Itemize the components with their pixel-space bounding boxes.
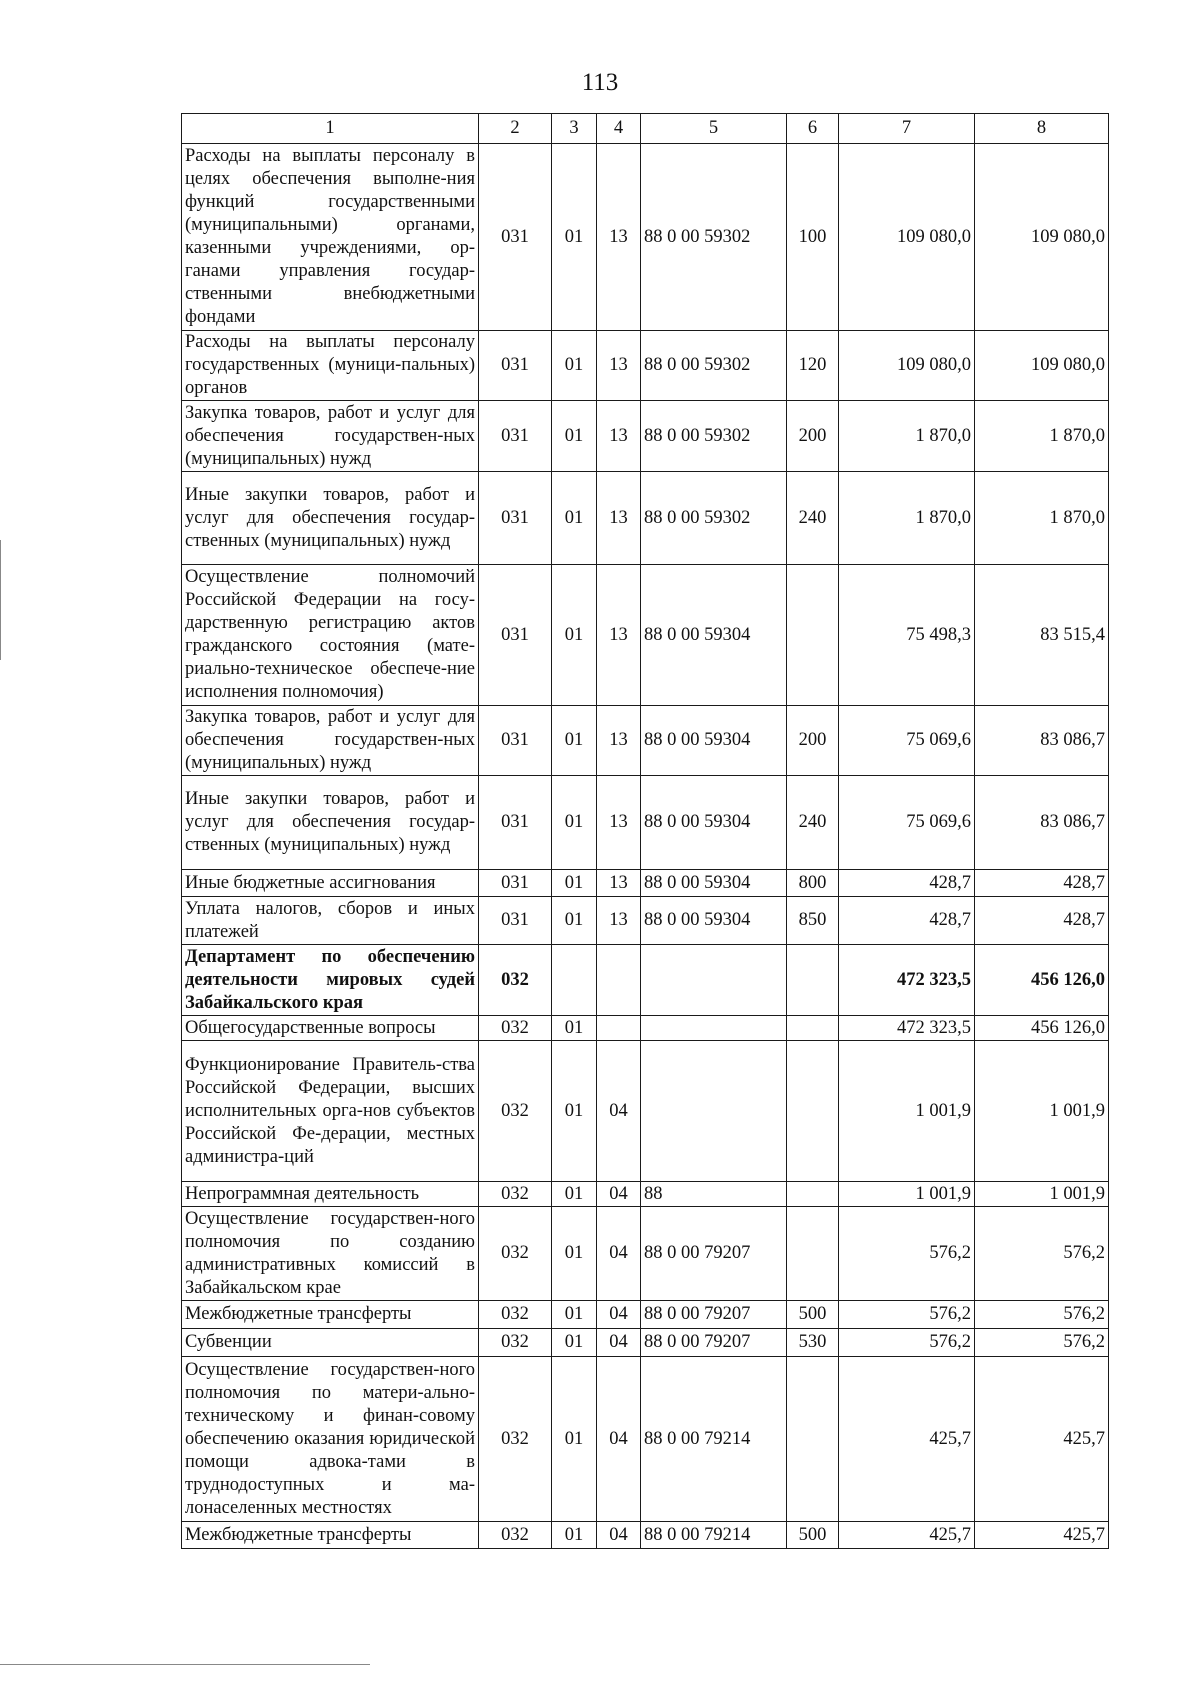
- cell-amount-year2: 83 086,7: [975, 706, 1109, 776]
- cell-expense-type: [787, 1016, 839, 1041]
- table-row: [182, 776, 1109, 870]
- table-row: [182, 1207, 1109, 1301]
- cell-section: 01: [552, 1016, 597, 1041]
- cell-amount-year1: 425,7: [839, 1522, 975, 1549]
- cell-amount-year1: 576,2: [839, 1207, 975, 1301]
- cell-section: 01: [552, 401, 597, 472]
- cell-target-article: 88 0 00 59304: [641, 897, 787, 945]
- cell-subsection: 13: [597, 897, 641, 945]
- cell-target-article: 88 0 00 79207: [641, 1301, 787, 1329]
- cell-subsection: 04: [597, 1329, 641, 1357]
- cell-amount-year2: 576,2: [975, 1301, 1109, 1329]
- cell-target-article: 88 0 00 59302: [641, 401, 787, 472]
- cell-target-article: 88 0 00 59302: [641, 331, 787, 401]
- cell-section: 01: [552, 1207, 597, 1301]
- cell-subsection: 13: [597, 401, 641, 472]
- cell-section: 01: [552, 1182, 597, 1207]
- row-name: Субвенции: [182, 1329, 479, 1357]
- cell-subsection: 13: [597, 565, 641, 706]
- cell-section: 01: [552, 144, 597, 331]
- table-row: [182, 1329, 1109, 1357]
- cell-expense-type: 850: [787, 897, 839, 945]
- cell-admin-code: 032: [479, 1207, 552, 1301]
- cell-subsection: 13: [597, 472, 641, 565]
- cell-target-article: 88 0 00 59302: [641, 472, 787, 565]
- row-name: Расходы на выплаты персоналу в целях обеспечения выполне-ния функций государственными (муниципальными) органами, казенными учреждениями, ор-ганами управления государ-ственными внебюджетными фондами: [182, 144, 479, 331]
- cell-expense-type: [787, 1207, 839, 1301]
- row-name: Общегосударственные вопросы: [182, 1016, 479, 1041]
- cell-amount-year1: 1 001,9: [839, 1041, 975, 1182]
- cell-subsection: 04: [597, 1207, 641, 1301]
- row-name: Расходы на выплаты персоналу государственных (муници-пальных) органов: [182, 331, 479, 401]
- table-row: [182, 897, 1109, 945]
- cell-section: 01: [552, 897, 597, 945]
- cell-subsection: 13: [597, 870, 641, 897]
- table-row: [182, 870, 1109, 897]
- cell-admin-code: 032: [479, 1301, 552, 1329]
- cell-subsection: 13: [597, 144, 641, 331]
- cell-amount-year2: 576,2: [975, 1207, 1109, 1301]
- table-row: [182, 706, 1109, 776]
- cell-amount-year2: 109 080,0: [975, 144, 1109, 331]
- cell-section: 01: [552, 776, 597, 870]
- column-header: 2: [479, 114, 552, 144]
- row-name: Непрограммная деятельность: [182, 1182, 479, 1207]
- cell-amount-year1: 1 870,0: [839, 472, 975, 565]
- page-number: 113: [581, 69, 619, 96]
- cell-section: 01: [552, 1329, 597, 1357]
- cell-amount-year1: 75 069,6: [839, 776, 975, 870]
- cell-amount-year2: 1 001,9: [975, 1041, 1109, 1182]
- row-name: Закупка товаров, работ и услуг для обеспечения государствен-ных (муниципальных) нужд: [182, 401, 479, 472]
- cell-section: 01: [552, 870, 597, 897]
- cell-amount-year2: 428,7: [975, 870, 1109, 897]
- cell-amount-year1: 109 080,0: [839, 331, 975, 401]
- cell-subsection: 04: [597, 1041, 641, 1182]
- cell-amount-year2: 109 080,0: [975, 331, 1109, 401]
- cell-expense-type: 240: [787, 472, 839, 565]
- cell-amount-year2: 456 126,0: [975, 945, 1109, 1016]
- row-name: Осуществление государствен-ного полномочия по матери-ально-техническому и финан-совому обеспечению оказания юридической помощи адвока-тами в труднодоступных и ма-лонаселенных местностях: [182, 1357, 479, 1522]
- cell-admin-code: 031: [479, 565, 552, 706]
- cell-subsection: [597, 1016, 641, 1041]
- cell-admin-code: 032: [479, 1182, 552, 1207]
- row-name: Межбюджетные трансферты: [182, 1522, 479, 1549]
- column-header: 7: [839, 114, 975, 144]
- column-header: 5: [641, 114, 787, 144]
- cell-section: 01: [552, 1301, 597, 1329]
- table-row: [182, 1301, 1109, 1329]
- cell-expense-type: [787, 1357, 839, 1522]
- header-row: [182, 114, 1109, 144]
- cell-amount-year2: 425,7: [975, 1357, 1109, 1522]
- cell-admin-code: 031: [479, 401, 552, 472]
- column-header: 6: [787, 114, 839, 144]
- cell-admin-code: 032: [479, 1357, 552, 1522]
- table-row-department: [182, 945, 1109, 1016]
- column-header: 4: [597, 114, 641, 144]
- row-name: Осуществление полномочий Российской Федерации на госу-дарственную регистрацию актов гражданского состояния (мате-риально-техническое обеспече-ние исполнения полномочия): [182, 565, 479, 706]
- cell-target-article: 88 0 00 79207: [641, 1329, 787, 1357]
- cell-target-article: [641, 945, 787, 1016]
- row-name: Департамент по обеспечению деятельности мировых судей Забайкальского края: [182, 945, 479, 1016]
- table-row: [182, 1182, 1109, 1207]
- cell-section: 01: [552, 706, 597, 776]
- cell-amount-year1: 428,7: [839, 897, 975, 945]
- cell-section: 01: [552, 331, 597, 401]
- cell-expense-type: [787, 945, 839, 1016]
- cell-subsection: 04: [597, 1522, 641, 1549]
- row-name: Осуществление государствен-ного полномочия по созданию административных комиссий в Забайкальском крае: [182, 1207, 479, 1301]
- cell-section: 01: [552, 472, 597, 565]
- cell-admin-code: 031: [479, 144, 552, 331]
- cell-amount-year1: 472 323,5: [839, 945, 975, 1016]
- cell-expense-type: 120: [787, 331, 839, 401]
- cell-section: 01: [552, 1041, 597, 1182]
- cell-subsection: 04: [597, 1301, 641, 1329]
- cell-expense-type: [787, 1041, 839, 1182]
- cell-target-article: 88 0 00 59304: [641, 706, 787, 776]
- cell-admin-code: 031: [479, 706, 552, 776]
- cell-target-article: 88: [641, 1182, 787, 1207]
- cell-section: 01: [552, 565, 597, 706]
- cell-target-article: [641, 1016, 787, 1041]
- cell-amount-year1: 576,2: [839, 1329, 975, 1357]
- cell-expense-type: 200: [787, 706, 839, 776]
- row-name: Закупка товаров, работ и услуг для обеспечения государствен-ных (муниципальных) нужд: [182, 706, 479, 776]
- cell-amount-year1: 1 001,9: [839, 1182, 975, 1207]
- cell-amount-year2: 1 870,0: [975, 472, 1109, 565]
- cell-target-article: 88 0 00 59302: [641, 144, 787, 331]
- cell-amount-year1: 472 323,5: [839, 1016, 975, 1041]
- column-header: 8: [975, 114, 1109, 144]
- cell-amount-year1: 109 080,0: [839, 144, 975, 331]
- cell-section: 01: [552, 1522, 597, 1549]
- cell-expense-type: [787, 565, 839, 706]
- cell-subsection: 13: [597, 331, 641, 401]
- cell-admin-code: 032: [479, 1041, 552, 1182]
- row-name: Иные бюджетные ассигнования: [182, 870, 479, 897]
- table-row: [182, 144, 1109, 331]
- column-header: 1: [182, 114, 479, 144]
- cell-amount-year2: 83 086,7: [975, 776, 1109, 870]
- cell-admin-code: 031: [479, 331, 552, 401]
- cell-amount-year2: 1 001,9: [975, 1182, 1109, 1207]
- scan-artifact-line: [0, 1664, 370, 1665]
- cell-amount-year1: 1 870,0: [839, 401, 975, 472]
- table-row: [182, 331, 1109, 401]
- cell-expense-type: [787, 1182, 839, 1207]
- cell-expense-type: 500: [787, 1301, 839, 1329]
- row-name: Уплата налогов, сборов и иных платежей: [182, 897, 479, 945]
- cell-target-article: [641, 1041, 787, 1182]
- cell-admin-code: 032: [479, 1329, 552, 1357]
- cell-target-article: 88 0 00 59304: [641, 870, 787, 897]
- cell-amount-year1: 576,2: [839, 1301, 975, 1329]
- column-header: 3: [552, 114, 597, 144]
- cell-amount-year2: 425,7: [975, 1522, 1109, 1549]
- cell-expense-type: 500: [787, 1522, 839, 1549]
- cell-target-article: 88 0 00 59304: [641, 565, 787, 706]
- row-name: Функционирование Правитель-ства Российской Федерации, высших исполнительных орга-нов субъектов Российской Фе-дерации, местных администра-ций: [182, 1041, 479, 1182]
- cell-amount-year1: 425,7: [839, 1357, 975, 1522]
- cell-admin-code: 032: [479, 1522, 552, 1549]
- cell-subsection: 13: [597, 776, 641, 870]
- table-row: [182, 1522, 1109, 1549]
- table-row: [182, 565, 1109, 706]
- cell-amount-year2: 83 515,4: [975, 565, 1109, 706]
- cell-amount-year1: 428,7: [839, 870, 975, 897]
- row-name: Межбюджетные трансферты: [182, 1301, 479, 1329]
- cell-subsection: 13: [597, 706, 641, 776]
- cell-target-article: 88 0 00 79214: [641, 1522, 787, 1549]
- table-row: [182, 472, 1109, 565]
- budget-table: [181, 113, 1109, 1549]
- cell-target-article: 88 0 00 79214: [641, 1357, 787, 1522]
- cell-subsection: [597, 945, 641, 1016]
- cell-amount-year1: 75 498,3: [839, 565, 975, 706]
- table-row: [182, 1041, 1109, 1182]
- cell-expense-type: 100: [787, 144, 839, 331]
- cell-expense-type: 530: [787, 1329, 839, 1357]
- cell-amount-year2: 456 126,0: [975, 1016, 1109, 1041]
- cell-amount-year2: 428,7: [975, 897, 1109, 945]
- cell-subsection: 04: [597, 1357, 641, 1522]
- cell-admin-code: 032: [479, 945, 552, 1016]
- table-row: [182, 1016, 1109, 1041]
- row-name: Иные закупки товаров, работ и услуг для обеспечения государ-ственных (муниципальных) нужд: [182, 776, 479, 870]
- cell-expense-type: 240: [787, 776, 839, 870]
- cell-expense-type: 800: [787, 870, 839, 897]
- cell-subsection: 04: [597, 1182, 641, 1207]
- cell-amount-year1: 75 069,6: [839, 706, 975, 776]
- cell-section: [552, 945, 597, 1016]
- cell-admin-code: 031: [479, 776, 552, 870]
- cell-admin-code: 031: [479, 897, 552, 945]
- table-row: [182, 401, 1109, 472]
- cell-target-article: 88 0 00 79207: [641, 1207, 787, 1301]
- table-row: [182, 1357, 1109, 1522]
- cell-admin-code: 031: [479, 472, 552, 565]
- cell-admin-code: 031: [479, 870, 552, 897]
- scan-artifact-line: [0, 540, 1, 660]
- cell-amount-year2: 1 870,0: [975, 401, 1109, 472]
- cell-expense-type: 200: [787, 401, 839, 472]
- row-name: Иные закупки товаров, работ и услуг для обеспечения государ-ственных (муниципальных) нужд: [182, 472, 479, 565]
- cell-amount-year2: 576,2: [975, 1329, 1109, 1357]
- cell-section: 01: [552, 1357, 597, 1522]
- cell-target-article: 88 0 00 59304: [641, 776, 787, 870]
- cell-admin-code: 032: [479, 1016, 552, 1041]
